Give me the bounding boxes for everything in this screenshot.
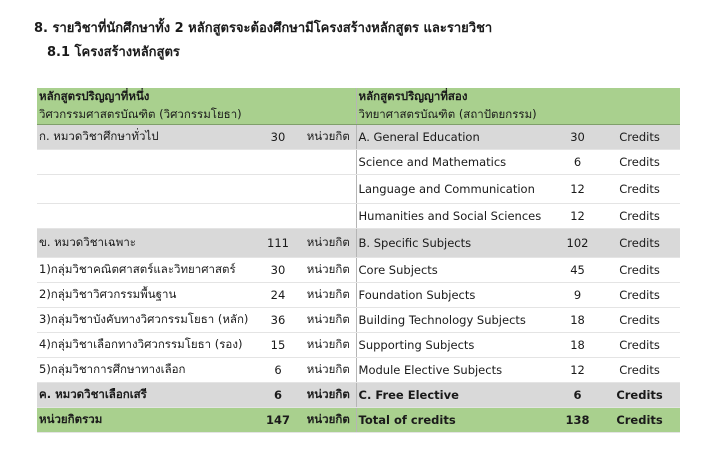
english-credit-unit: Credits [597, 408, 680, 433]
english-credit-unit: Credits [597, 125, 680, 150]
english-credits: 18 [556, 333, 597, 358]
table-row [37, 283, 680, 308]
table-row [37, 229, 680, 258]
thai-course-group: 5)กลุ่มวิชาการศึกษาทางเลือก [37, 358, 255, 383]
table-row [37, 150, 680, 175]
thai-credit-unit [299, 150, 356, 175]
english-credit-unit: Credits [597, 204, 680, 229]
english-course-group: Module Elective Subjects [356, 358, 556, 383]
thai-course-group: 3)กลุ่มวิชาบังคับทางวิศวกรรมโยธา (หลัก) [37, 308, 255, 333]
thai-credits: 15 [255, 333, 299, 358]
english-total-credits: 138 [556, 408, 597, 433]
thai-credit-unit: หน่วยกิต [299, 229, 356, 258]
second-degree-header [356, 88, 680, 125]
thai-course-group: 2)กลุ่มวิชาวิศวกรรมพื้นฐาน [37, 283, 255, 308]
thai-credits: 36 [255, 308, 299, 333]
english-course-group: C. Free Elective [356, 383, 556, 408]
english-course-group: Humanities and Social Sciences [356, 204, 556, 229]
english-credits: 9 [556, 283, 597, 308]
english-credit-unit: Credits [597, 283, 680, 308]
table-row [37, 175, 680, 204]
thai-course-group: ก. หมวดวิชาศึกษาทั่วไป [37, 125, 255, 150]
thai-credits: 24 [255, 283, 299, 308]
thai-credit-unit [299, 204, 356, 229]
first-degree-subtitle: วิศวกรรมศาสตรบัณฑิต (วิศวกรรมโยธา) [39, 107, 242, 121]
english-course-group: Building Technology Subjects [356, 308, 556, 333]
thai-credits: 111 [255, 229, 299, 258]
english-course-group: B. Specific Subjects [356, 229, 556, 258]
thai-credits: 30 [255, 125, 299, 150]
thai-course-group: 4)กลุ่มวิชาเลือกทางวิศวกรรมโยธา (รอง) [37, 333, 255, 358]
thai-course-group [37, 204, 255, 229]
thai-total-credits: 147 [255, 408, 299, 433]
english-course-group: Core Subjects [356, 258, 556, 283]
table-row [37, 204, 680, 229]
english-credit-unit: Credits [597, 308, 680, 333]
english-course-group: Science and Mathematics [356, 150, 556, 175]
curriculum-structure-table [37, 88, 680, 433]
english-credit-unit: Credits [597, 150, 680, 175]
english-credits: 45 [556, 258, 597, 283]
first-degree-title: หลักสูตรปริญญาที่หนึ่ง [39, 89, 150, 103]
thai-credits [255, 204, 299, 229]
table-row [37, 383, 680, 408]
english-credits: 6 [556, 383, 597, 408]
english-course-group: Foundation Subjects [356, 283, 556, 308]
english-credit-unit: Credits [597, 383, 680, 408]
subsection-title: 8.1 โครงสร้างหลักสูตร [47, 45, 180, 60]
thai-credit-unit: หน่วยกิต [299, 258, 356, 283]
total-row [37, 408, 680, 433]
thai-total-label: หน่วยกิตรวม [37, 408, 255, 433]
english-credits: 30 [556, 125, 597, 150]
thai-course-group: 1)กลุ่มวิชาคณิตศาสตร์และวิทยาศาสตร์ [37, 258, 255, 283]
thai-course-group: ข. หมวดวิชาเฉพาะ [37, 229, 255, 258]
english-credit-unit: Credits [597, 258, 680, 283]
english-course-group: A. General Education [356, 125, 556, 150]
thai-credits: 6 [255, 383, 299, 408]
thai-credits: 30 [255, 258, 299, 283]
english-course-group: Language and Communication [356, 175, 556, 204]
table-header-row [37, 88, 680, 125]
thai-credit-unit: หน่วยกิต [299, 408, 356, 433]
second-degree-subtitle: วิทยาศาสตรบัณฑิต (สถาปัตยกรรม) [358, 107, 537, 121]
table-row [37, 258, 680, 283]
thai-credit-unit [299, 175, 356, 204]
english-credits: 12 [556, 358, 597, 383]
thai-course-group [37, 150, 255, 175]
english-credit-unit: Credits [597, 358, 680, 383]
thai-credit-unit: หน่วยกิต [299, 383, 356, 408]
thai-credits [255, 150, 299, 175]
english-credits: 6 [556, 150, 597, 175]
thai-course-group: ค. หมวดวิชาเลือกเสรี [37, 383, 255, 408]
thai-course-group [37, 175, 255, 204]
english-course-group: Supporting Subjects [356, 333, 556, 358]
first-degree-header [37, 88, 356, 125]
second-degree-title: หลักสูตรปริญญาที่สอง [358, 89, 468, 103]
thai-credits [255, 175, 299, 204]
thai-credit-unit: หน่วยกิต [299, 283, 356, 308]
english-credit-unit: Credits [597, 175, 680, 204]
thai-credit-unit: หน่วยกิต [299, 333, 356, 358]
english-credits: 12 [556, 175, 597, 204]
english-credits: 18 [556, 308, 597, 333]
english-credits: 102 [556, 229, 597, 258]
table-row [37, 333, 680, 358]
thai-credit-unit: หน่วยกิต [299, 308, 356, 333]
english-credit-unit: Credits [597, 333, 680, 358]
english-credit-unit: Credits [597, 229, 680, 258]
english-credits: 12 [556, 204, 597, 229]
table-row [37, 125, 680, 150]
section-title: 8. รายวิชาที่นักศึกษาทั้ง 2 หลักสูตรจะต้องศึกษามีโครงสร้างหลักสูตร และรายวิชา [34, 21, 493, 36]
thai-credits: 6 [255, 358, 299, 383]
english-total-label: Total of credits [356, 408, 556, 433]
table-row [37, 308, 680, 333]
thai-credit-unit: หน่วยกิต [299, 358, 356, 383]
table-row [37, 358, 680, 383]
thai-credit-unit: หน่วยกิต [299, 125, 356, 150]
